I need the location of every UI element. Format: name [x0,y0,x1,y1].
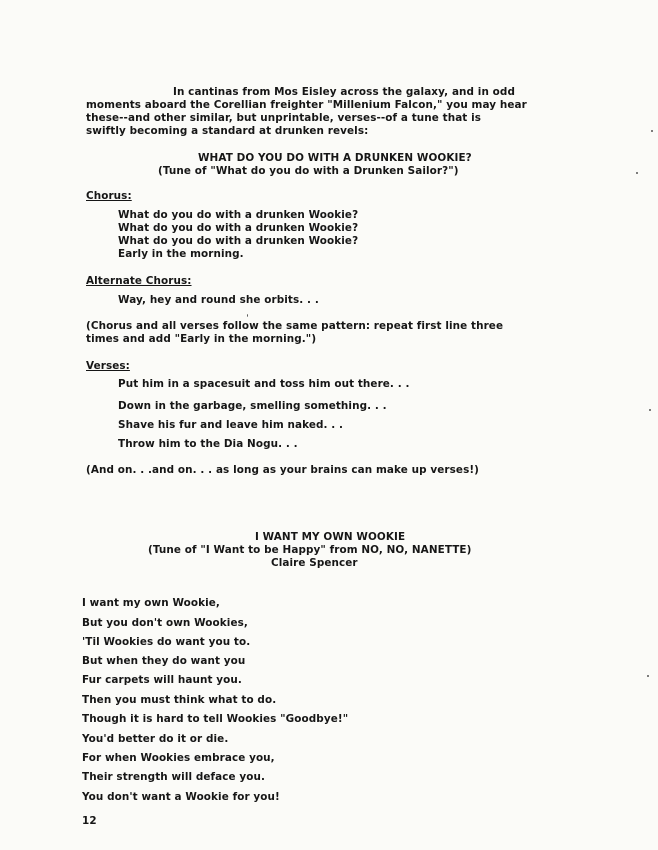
scan-speck [647,675,649,677]
pattern-note-line-2: times and add "Early in the morning.") [86,333,317,345]
verse-line-4: Throw him to the Dia Nogu. . . [118,438,298,450]
lyric-line-7: Though it is hard to tell Wookies "Goodbye!" [82,713,349,725]
verse-line-1: Put him in a spacesuit and toss him out there. . . [118,378,410,390]
intro-line-4: swiftly becoming a standard at drunken revels: [86,125,369,137]
chorus-line-4: Early in the morning. [118,248,244,260]
lyric-line-9: For when Wookies embrace you, [82,752,275,764]
lyric-line-10: Their strength will deface you. [82,771,266,783]
song2-title: I WANT MY OWN WOOKIE [255,531,406,543]
verse-line-3: Shave his fur and leave him naked. . . [118,419,344,431]
lyric-line-11: You don't want a Wookie for you! [82,791,280,803]
closing-note: (And on. . .and on. . . as long as your brains can make up verses!) [86,464,480,476]
lyric-line-5: Fur carpets will haunt you. [82,674,242,686]
song2-tune: (Tune of "I Want to be Happy" from NO, NO, NANETTE) [148,544,472,556]
alternate-chorus-heading: Alternate Chorus: [86,275,192,287]
song1-title: WHAT DO YOU DO WITH A DRUNKEN WOOKIE? [198,152,472,164]
chorus-heading: Chorus: [86,190,132,202]
scan-speck [649,409,651,411]
lyric-line-4: But when they do want you [82,655,246,667]
song2-author: Claire Spencer [271,557,358,569]
intro-line-3: these--and other similar, but unprintable, verses--of a tune that is [86,112,482,124]
chorus-line-2: What do you do with a drunken Wookie? [118,222,359,234]
verse-line-2: Down in the garbage, smelling something. . . [118,400,387,412]
song1-tune: (Tune of "What do you do with a Drunken Sailor?") [158,165,459,177]
lyric-line-3: 'Til Wookies do want you to. [82,636,251,648]
scan-speck [651,130,653,132]
chorus-line-1: What do you do with a drunken Wookie? [118,209,359,221]
verses-heading: Verses: [86,360,130,372]
lyric-line-6: Then you must think what to do. [82,694,277,706]
alternate-chorus-line: Way, hey and round she orbits. . . [118,294,319,306]
pattern-note-line-1: (Chorus and all verses follow the same pattern: repeat first line three [86,320,504,332]
page-number: 12 [82,815,97,827]
lyric-line-2: But you don't own Wookies, [82,617,248,629]
lyric-line-1: I want my own Wookie, [82,597,220,609]
lyric-line-8: You'd better do it or die. [82,733,229,745]
scan-speck [247,314,248,317]
chorus-line-3: What do you do with a drunken Wookie? [118,235,359,247]
intro-line-1: In cantinas from Mos Eisley across the galaxy, and in odd [173,86,515,98]
intro-line-2: moments aboard the Corellian freighter "Millenium Falcon," you may hear [86,99,527,111]
scan-speck [636,172,638,174]
